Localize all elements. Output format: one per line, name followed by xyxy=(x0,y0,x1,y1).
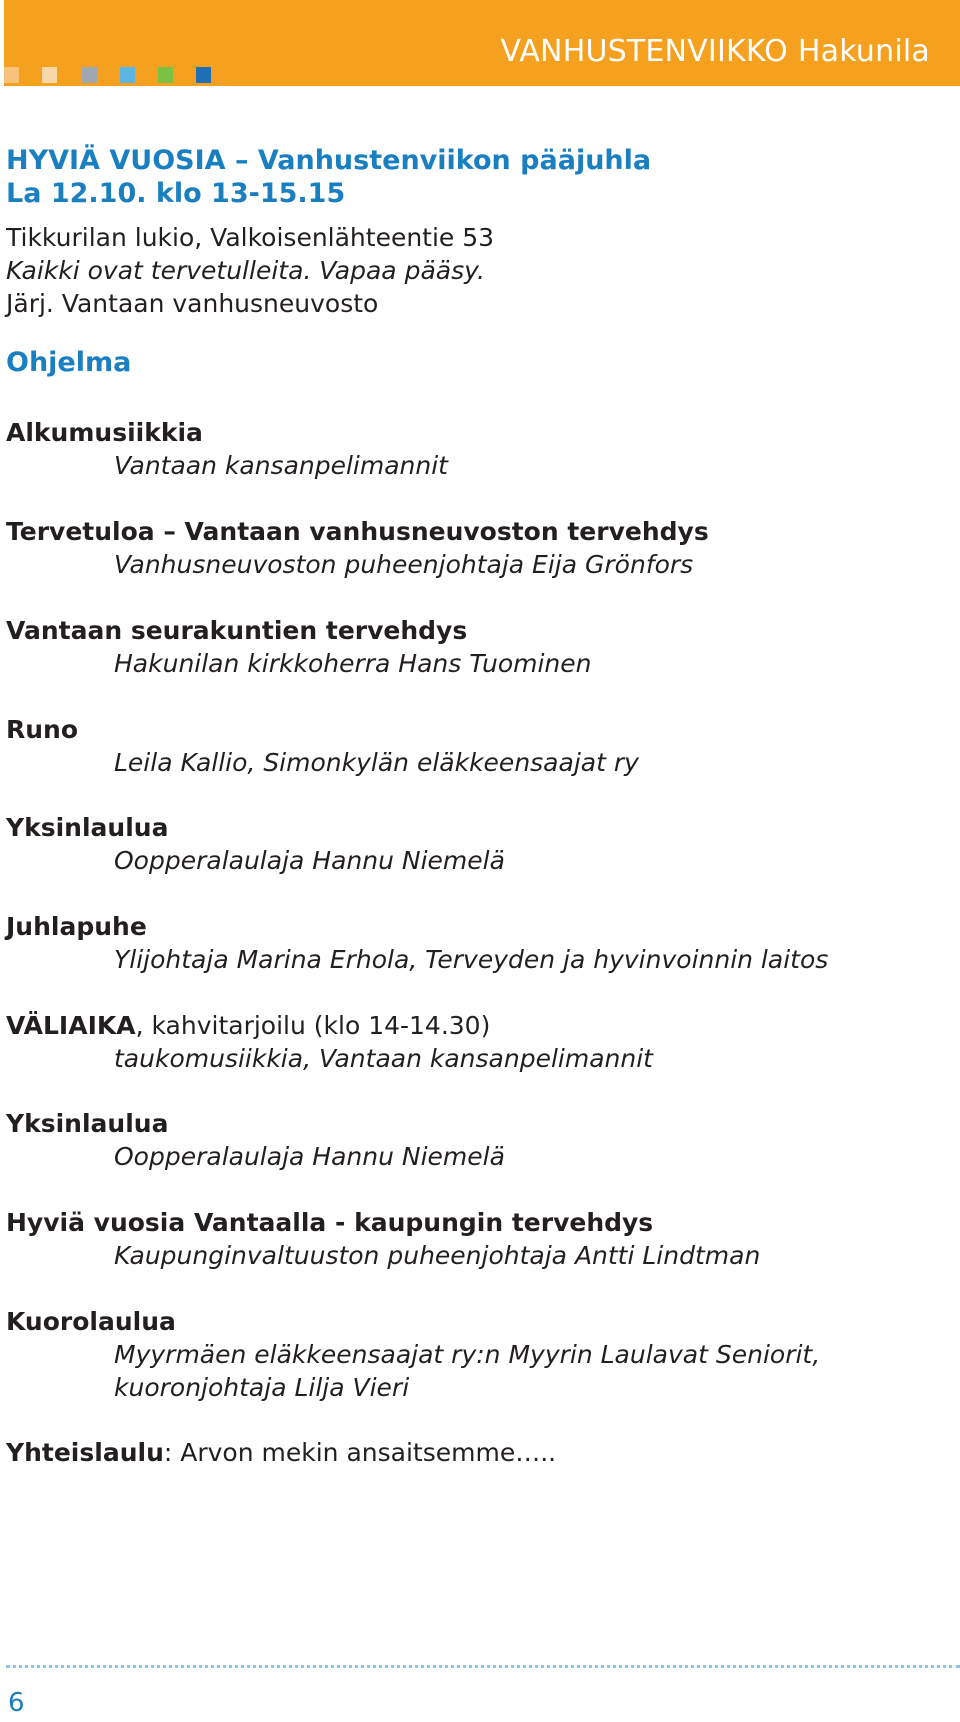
header-square xyxy=(196,67,211,83)
program-item-title xyxy=(6,1011,490,1040)
program-item-performer: kuoronjohtaja Lilja Vieri xyxy=(114,1373,410,1402)
program-item-title-rest: : Arvon mekin ansaitsemme….. xyxy=(163,1438,557,1467)
program-item-performer: Vantaan kansanpelimannit xyxy=(114,451,448,480)
event-organizer: Järj. Vantaan vanhusneuvosto xyxy=(6,289,379,318)
program-item-title xyxy=(6,715,78,744)
program-item-title xyxy=(6,1307,176,1336)
event-location: Tikkurilan lukio, Valkoisenlähteentie 53 xyxy=(6,223,495,252)
header-square xyxy=(158,67,173,83)
program-item-performer: Hakunilan kirkkoherra Hans Tuominen xyxy=(114,649,592,678)
event-title: HYVIÄ VUOSIA – Vanhustenviikon pääjuhla xyxy=(6,145,652,176)
program-item-title xyxy=(6,418,203,447)
program-item-title-text: Yhteislaulu xyxy=(6,1438,164,1467)
program-item-performer: Leila Kallio, Simonkylän eläkkeensaajat ry xyxy=(114,748,639,777)
program-item-title-text: Alkumusiikkia xyxy=(6,418,203,447)
page-number: 6 xyxy=(8,1688,25,1718)
header-square xyxy=(42,67,57,83)
header-square xyxy=(120,67,135,83)
program-item-title xyxy=(6,517,709,546)
program-item-title-rest: , kahvitarjoilu (klo 14-14.30) xyxy=(135,1011,491,1040)
program-item-title-text: VÄLIAIKA xyxy=(6,1011,136,1040)
program-item-title-text: Tervetuloa – Vantaan vanhusneuvoston tervehdys xyxy=(6,517,709,546)
event-welcome: Kaikki ovat tervetulleita. Vapaa pääsy. xyxy=(6,256,485,285)
header-square xyxy=(82,67,97,83)
program-item-title xyxy=(6,1208,653,1237)
program-item-title xyxy=(6,1109,168,1138)
header-title-main: VANHUSTENVIIKKO xyxy=(500,34,788,69)
program-item-performer: Myyrmäen eläkkeensaajat ry:n Myyrin Laulavat Seniorit, xyxy=(114,1340,821,1369)
program-item-title-text: Hyviä vuosia Vantaalla - kaupungin tervehdys xyxy=(6,1208,654,1237)
program-item-title xyxy=(6,813,168,842)
page-header-bar xyxy=(4,0,960,86)
program-item-performer: Vanhusneuvoston puheenjohtaja Eija Grönfors xyxy=(114,550,694,579)
program-item-title-text: Yksinlaulua xyxy=(6,813,169,842)
header-square xyxy=(4,67,19,83)
program-item-title-text: Juhlapuhe xyxy=(6,912,147,941)
program-item-title xyxy=(6,912,147,941)
program-item-performer: Kaupunginvaltuuston puheenjohtaja Antti Lindtman xyxy=(114,1241,761,1270)
event-date: La 12.10. klo 13-15.15 xyxy=(6,178,346,209)
program-item-performer: Oopperalaulaja Hannu Niemelä xyxy=(114,1142,505,1171)
program-item-title xyxy=(6,1438,556,1467)
program-item-title-text: Kuorolaulua xyxy=(6,1307,176,1336)
program-item-performer: Oopperalaulaja Hannu Niemelä xyxy=(114,846,505,875)
program-heading: Ohjelma xyxy=(6,347,132,378)
header-title xyxy=(501,34,930,69)
program-item-performer: taukomusiikkia, Vantaan kansanpelimannit xyxy=(114,1044,653,1073)
footer-divider xyxy=(6,1665,960,1668)
header-title-place: Hakunila xyxy=(797,34,930,69)
program-item-performer: Ylijohtaja Marina Erhola, Terveyden ja hyvinvoinnin laitos xyxy=(114,945,829,974)
program-item-title-text: Vantaan seurakuntien tervehdys xyxy=(6,616,468,645)
program-item-title-text: Runo xyxy=(6,715,79,744)
program-item-title-text: Yksinlaulua xyxy=(6,1109,169,1138)
program-item-title xyxy=(6,616,467,645)
